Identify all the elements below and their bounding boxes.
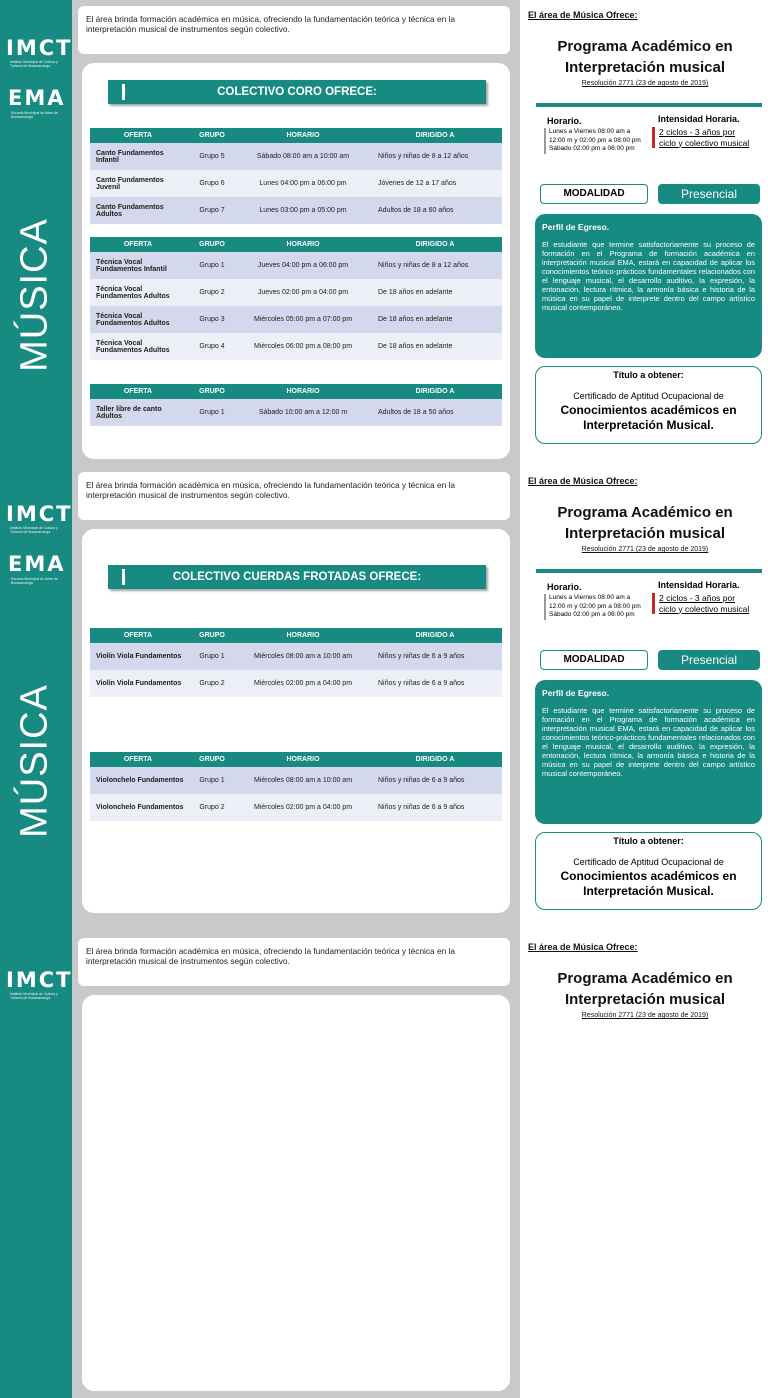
grupo-cell: Grupo 2 xyxy=(186,794,238,821)
titulo-label: Título a obtener: xyxy=(613,370,684,380)
page-1 xyxy=(0,0,768,466)
imct-logo-subtitle: Instituto Municipal de Cultura y Turismo de Bucaramanga xyxy=(10,526,58,534)
column-header: HORARIO xyxy=(238,752,368,767)
imct-logo: IMCT xyxy=(6,968,73,992)
dirigido-cell: Niños y niñas de 6 a 9 años xyxy=(368,670,502,697)
offer-table xyxy=(90,237,502,360)
intensidad-text: 2 ciclos - 3 años por ciclo y colectivo musical xyxy=(652,127,752,148)
column-header: GRUPO xyxy=(186,752,238,767)
table-header-row xyxy=(90,384,502,399)
oferta-cell: Violín Viola Fundamentos xyxy=(90,670,186,697)
program-title: Programa Académico en Interpretación musical xyxy=(557,970,733,1008)
column-header: DIRIGIDO A xyxy=(368,384,502,399)
certificado-text: Certificado de Aptitud Ocupacional de xyxy=(573,391,724,401)
dirigido-cell: De 18 años en adelante xyxy=(368,333,502,360)
column-header: OFERTA xyxy=(90,128,186,143)
resolution: Resolución 2771 (23 de agosto de 2019) xyxy=(581,80,709,87)
table-row xyxy=(90,279,502,306)
dirigido-cell: Niños y niñas de 6 a 9 años xyxy=(368,767,502,794)
colectivo-banner: COLECTIVO CUERDAS FROTADAS OFRECE: xyxy=(108,565,486,589)
perfil-text: El estudiante que termine satisfactoriamente su proceso de formación en el Programa de formación académica en interpretación musical EMA, estará en capacidad de aplicar los conocimientos teórico-prácticos fundamentales relacionados con el lenguaje musical, el desarrollo auditivo, la expresión, la entonación, lectura rítmica, la armonía básica e historia de la música en su papel de interprete dentro del campo artístico musical contemporáneo. xyxy=(542,240,755,312)
intensidad-text: 2 ciclos - 3 años por ciclo y colectivo musical xyxy=(652,593,752,614)
ema-logo: EMA xyxy=(8,552,66,576)
sidebar xyxy=(0,466,72,932)
grupo-cell: Grupo 2 xyxy=(186,279,238,306)
modalidad-value: Presencial xyxy=(658,184,760,204)
table-row xyxy=(90,333,502,360)
table-row xyxy=(90,143,502,170)
imct-logo: IMCT xyxy=(6,36,73,60)
dirigido-cell: Niños y niñas de 8 a 12 años xyxy=(368,252,502,279)
oferta-cell: Canto Fundamentos Infantil xyxy=(90,143,186,170)
horario-label: Horario. xyxy=(547,116,582,126)
column-header: DIRIGIDO A xyxy=(368,752,502,767)
horario-cell: Miércoles 08:00 am a 10:00 am xyxy=(238,643,368,670)
table-header-row xyxy=(90,237,502,252)
offer-table xyxy=(90,384,502,426)
oferta-cell: Violín Viola Fundamentos xyxy=(90,643,186,670)
resolution: Resolución 2771 (23 de agosto de 2019) xyxy=(581,1012,709,1019)
column-header: HORARIO xyxy=(238,628,368,643)
dirigido-cell: Niños y niñas de 6 a 9 años xyxy=(368,794,502,821)
intro-text: El área brinda formación académica en música, ofreciendo la fundamentación teórica y técnica en la interpretación musical de instrumentos según colectivo. xyxy=(78,938,510,986)
dirigido-cell: Niños y niñas de 8 a 12 años xyxy=(368,143,502,170)
oferta-cell: Técnica Vocal Fundamentos Adultos xyxy=(90,306,186,333)
intro-text: El área brinda formación académica en música, ofreciendo la fundamentación teórica y técnica en la interpretación musical de instrumentos según colectivo. xyxy=(78,6,510,54)
dirigido-cell: Niños y niñas de 6 a 9 años xyxy=(368,643,502,670)
horario-text: Lunes a Viernes 08:00 am a 12:00 m y 02:00 pm a 08:00 pm Sábado 02:00 pm a 06:00 pm xyxy=(544,128,647,154)
certificado-text: Certificado de Aptitud Ocupacional de xyxy=(573,857,724,867)
grupo-cell: Grupo 2 xyxy=(186,670,238,697)
table-row xyxy=(90,767,502,794)
oferta-cell: Técnica Vocal Fundamentos Adultos xyxy=(90,279,186,306)
offer-table xyxy=(90,628,502,697)
offer-panel xyxy=(82,63,510,459)
column-header: OFERTA xyxy=(90,237,186,252)
page-2 xyxy=(0,466,768,932)
ema-logo: EMA xyxy=(8,86,66,110)
horario-cell: Miércoles 02:00 pm a 04:00 pm xyxy=(238,794,368,821)
table-row xyxy=(90,794,502,821)
grupo-cell: Grupo 1 xyxy=(186,399,238,426)
modalidad-label: MODALIDAD xyxy=(540,184,648,204)
column-header: DIRIGIDO A xyxy=(368,128,502,143)
imct-logo-subtitle: Instituto Municipal de Cultura y Turismo de Bucaramanga xyxy=(10,992,58,1000)
ema-logo-subtitle: Escuela Municipal de Artes de Bucaramanga xyxy=(11,111,58,119)
table-row xyxy=(90,197,502,224)
oferta-cell: Taller libre de canto Adultos xyxy=(90,399,186,426)
intensidad-label: Intensidad Horaria. xyxy=(658,114,740,124)
modalidad-value: Presencial xyxy=(658,650,760,670)
column-header: HORARIO xyxy=(238,384,368,399)
vertical-title: MÚSICA xyxy=(13,684,56,838)
titulo-box xyxy=(535,832,762,910)
page-3 xyxy=(0,932,768,1398)
table-row xyxy=(90,670,502,697)
table-row xyxy=(90,643,502,670)
table-header-row xyxy=(90,628,502,643)
column-header: GRUPO xyxy=(186,384,238,399)
horario-text: Lunes a Viernes 08:00 am a 12:00 m y 02:00 pm a 08:00 pm Sábado 02:00 pm a 06:00 pm xyxy=(544,594,647,620)
perfil-text: El estudiante que termine satisfactoriamente su proceso de formación en el Programa de formación académica en interpretación musical EMA, estará en capacidad de aplicar los conocimientos teórico-prácticos fundamentales relacionados con el lenguaje musical, el desarrollo auditivo, la expresión, la entonación, lectura rítmica, la armonía básica e historia de la música en su papel de interprete dentro del campo artístico musical contemporáneo. xyxy=(542,706,755,778)
dirigido-cell: Adultos de 18 a 60 años xyxy=(368,197,502,224)
offer-table xyxy=(90,128,502,224)
oferta-cell: Violonchelo Fundamentos xyxy=(90,767,186,794)
intro-text: El área brinda formación académica en música, ofreciendo la fundamentación teórica y técnica en la interpretación musical de instrumentos según colectivo. xyxy=(78,472,510,520)
oferta-cell: Técnica Vocal Fundamentos Infantil xyxy=(90,252,186,279)
column-header: OFERTA xyxy=(90,384,186,399)
sidebar xyxy=(0,932,72,1398)
dirigido-cell: Jóvenes de 12 a 17 años xyxy=(368,170,502,197)
imct-logo: IMCT xyxy=(6,502,73,526)
perfil-title: Perfil de Egreso. xyxy=(542,688,610,698)
program-title: Programa Académico en Interpretación musical xyxy=(557,504,733,542)
table-row xyxy=(90,306,502,333)
horario-cell: Jueves 02:00 pm a 04:00 pm xyxy=(238,279,368,306)
area-title: El área de Música Ofrece: xyxy=(528,476,638,486)
area-title: El área de Música Ofrece: xyxy=(528,942,638,952)
perfil-egreso-box xyxy=(535,680,762,824)
titulo-label: Título a obtener: xyxy=(613,836,684,846)
perfil-title: Perfil de Egreso. xyxy=(542,222,610,232)
colectivo-banner: COLECTIVO CORO OFRECE: xyxy=(108,80,486,104)
grupo-cell: Grupo 3 xyxy=(186,306,238,333)
column-header: GRUPO xyxy=(186,237,238,252)
table-row xyxy=(90,170,502,197)
dirigido-cell: Adultos de 18 a 50 años xyxy=(368,399,502,426)
horario-cell: Miércoles 02:00 pm a 04:00 pm xyxy=(238,670,368,697)
grupo-cell: Grupo 5 xyxy=(186,143,238,170)
dirigido-cell: De 18 años en adelante xyxy=(368,279,502,306)
oferta-cell: Canto Fundamentos Adultos xyxy=(90,197,186,224)
horario-cell: Sábado 10:00 am a 12:00 m xyxy=(238,399,368,426)
oferta-cell: Técnica Vocal Fundamentos Adultos xyxy=(90,333,186,360)
horario-cell: Miércoles 05:00 pm a 07:00 pm xyxy=(238,306,368,333)
table-header-row xyxy=(90,128,502,143)
oferta-cell: Violonchelo Fundamentos xyxy=(90,794,186,821)
table-row xyxy=(90,252,502,279)
offer-table xyxy=(90,752,502,821)
area-title: El área de Música Ofrece: xyxy=(528,10,638,20)
grupo-cell: Grupo 7 xyxy=(186,197,238,224)
horario-cell: Miércoles 08:00 am a 10:00 am xyxy=(238,767,368,794)
horario-cell: Lunes 03:00 pm a 05:00 pm xyxy=(238,197,368,224)
vertical-title: MÚSICA xyxy=(13,218,56,372)
offer-panel xyxy=(82,995,510,1391)
column-header: HORARIO xyxy=(238,128,368,143)
modalidad-label: MODALIDAD xyxy=(540,650,648,670)
table-header-row xyxy=(90,752,502,767)
grupo-cell: Grupo 6 xyxy=(186,170,238,197)
horario-cell: Lunes 04:00 pm a 06:00 pm xyxy=(238,170,368,197)
column-header: GRUPO xyxy=(186,128,238,143)
divider xyxy=(536,569,762,573)
column-header: DIRIGIDO A xyxy=(368,628,502,643)
column-header: OFERTA xyxy=(90,752,186,767)
horario-label: Horario. xyxy=(547,582,582,592)
perfil-egreso-box xyxy=(535,214,762,358)
table-row xyxy=(90,399,502,426)
column-header: GRUPO xyxy=(186,628,238,643)
offer-panel xyxy=(82,529,510,913)
program-title: Programa Académico en Interpretación musical xyxy=(557,38,733,76)
sidebar xyxy=(0,0,72,466)
grupo-cell: Grupo 1 xyxy=(186,767,238,794)
conocimientos-text: Conocimientos académicos en Interpretación Musical. xyxy=(560,869,737,898)
dirigido-cell: De 18 años en adelante xyxy=(368,306,502,333)
divider xyxy=(536,103,762,107)
column-header: DIRIGIDO A xyxy=(368,237,502,252)
horario-cell: Miércoles 06:00 pm a 08:00 pm xyxy=(238,333,368,360)
horario-cell: Jueves 04:00 pm a 06:00 pm xyxy=(238,252,368,279)
horario-cell: Sábado 08:00 am a 10:00 am xyxy=(238,143,368,170)
ema-logo-subtitle: Escuela Municipal de Artes de Bucaramanga xyxy=(11,577,58,585)
grupo-cell: Grupo 4 xyxy=(186,333,238,360)
grupo-cell: Grupo 1 xyxy=(186,643,238,670)
oferta-cell: Canto Fundamentos Juvenil xyxy=(90,170,186,197)
grupo-cell: Grupo 1 xyxy=(186,252,238,279)
column-header: HORARIO xyxy=(238,237,368,252)
column-header: OFERTA xyxy=(90,628,186,643)
conocimientos-text: Conocimientos académicos en Interpretación Musical. xyxy=(560,403,737,432)
intensidad-label: Intensidad Horaria. xyxy=(658,580,740,590)
titulo-box xyxy=(535,366,762,444)
resolution: Resolución 2771 (23 de agosto de 2019) xyxy=(581,546,709,553)
imct-logo-subtitle: Instituto Municipal de Cultura y Turismo de Bucaramanga xyxy=(10,60,58,68)
